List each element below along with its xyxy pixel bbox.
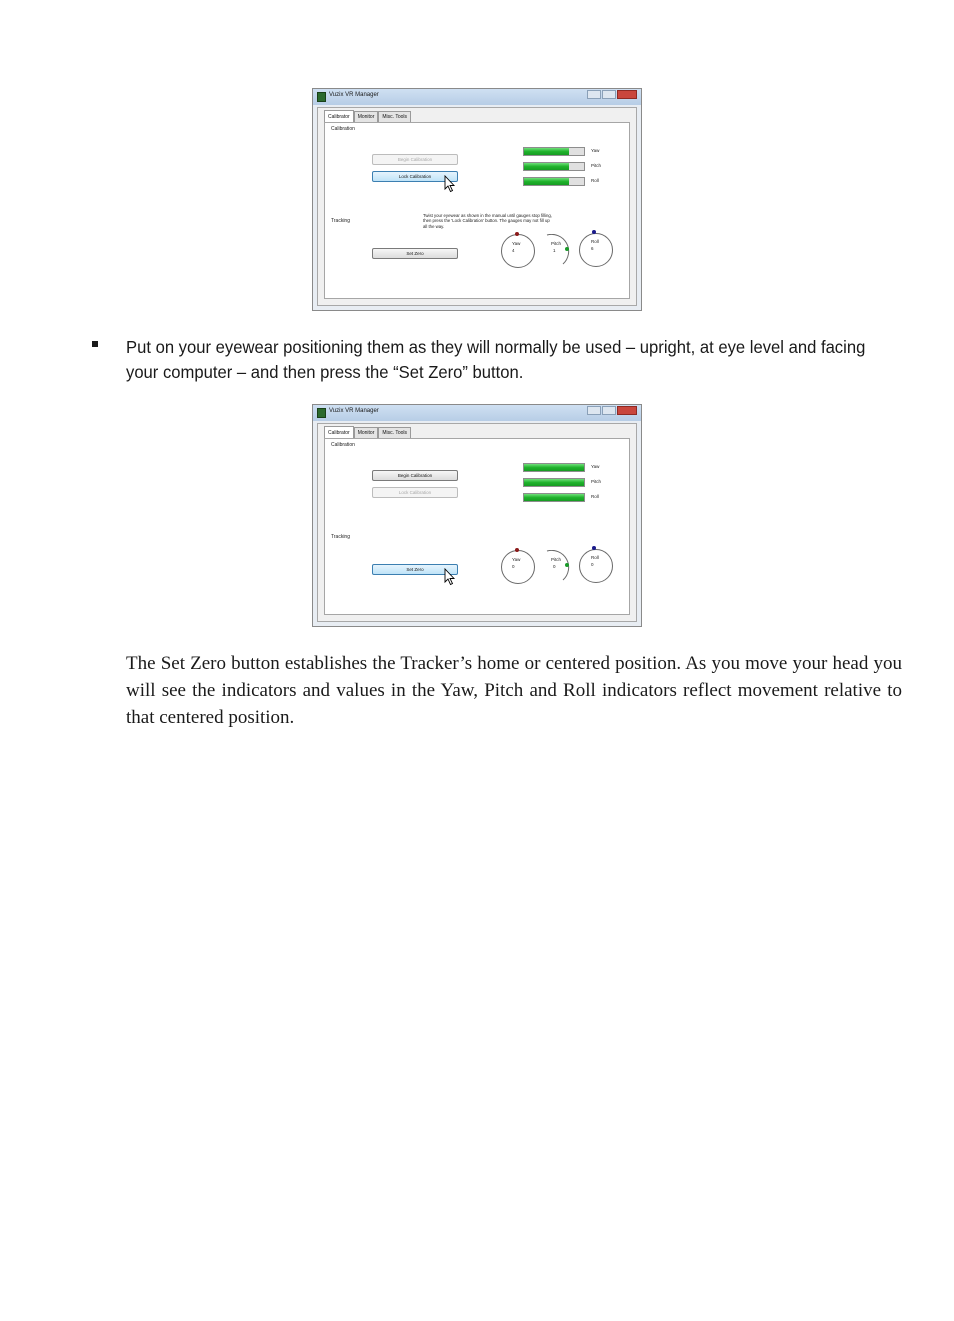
app-icon — [317, 408, 326, 418]
calibration-label: Calibration — [331, 442, 355, 448]
calibration-hint-text: Twist your eyewear as shown in the manual until gauges stop filling, then press the 'Lock Calibration' button. The gauges may not fill up all the way. — [423, 213, 552, 229]
yaw-gauge — [523, 463, 585, 472]
begin-calibration-button[interactable]: Begin Calibration — [372, 470, 458, 481]
minimize-button[interactable] — [587, 90, 601, 99]
yaw-dial — [501, 550, 535, 584]
mouse-cursor-icon — [444, 568, 456, 586]
screenshot-calibrating — [312, 88, 642, 311]
window-title: Vuzix VR Manager — [329, 92, 379, 98]
tracking-label: Tracking — [331, 218, 350, 224]
pitch-gauge — [523, 478, 585, 487]
roll-indicator-dot — [592, 230, 596, 234]
yaw-indicator-dot — [515, 548, 519, 552]
calibrator-panel — [324, 438, 630, 615]
roll-gauge — [523, 177, 585, 186]
pitch-indicator-dot — [565, 247, 569, 251]
roll-gauge-label: Roll — [591, 178, 599, 183]
yaw-dial-label: Yaw — [512, 241, 521, 246]
calibration-label: Calibration — [331, 126, 355, 132]
tab-bar — [324, 427, 411, 438]
window-titlebar — [313, 405, 641, 421]
tracking-label: Tracking — [331, 534, 350, 540]
set-zero-button[interactable]: Set Zero — [372, 248, 458, 259]
tab-calibrator[interactable]: Calibrator — [324, 110, 354, 122]
pitch-dial-value: 0 — [553, 564, 556, 569]
lock-calibration-button[interactable]: Lock Calibration — [372, 171, 458, 182]
tab-misc-tools[interactable]: Misc. Tools — [378, 111, 411, 122]
roll-gauge — [523, 493, 585, 502]
screenshot-set-zero — [312, 404, 642, 627]
pitch-gauge-label: Pitch — [591, 163, 602, 168]
mouse-cursor-icon — [444, 175, 456, 193]
pitch-gauge — [523, 162, 585, 171]
yaw-indicator-dot — [515, 232, 519, 236]
window-client — [317, 423, 637, 622]
maximize-button[interactable] — [602, 406, 616, 415]
roll-indicator-dot — [592, 546, 596, 550]
bullet-text: Put on your eyewear positioning them as they will normally be used – upright, at eye level and facing your computer – and then press the “Set Zero” button. — [126, 337, 866, 382]
set-zero-button[interactable]: Set Zero — [372, 564, 458, 575]
pitch-dial-arc-icon — [545, 550, 575, 584]
maximize-button[interactable] — [602, 90, 616, 99]
pitch-indicator-dot — [565, 563, 569, 567]
minimize-button[interactable] — [587, 406, 601, 415]
window-titlebar — [313, 89, 641, 105]
roll-dial-label: Roll — [591, 239, 599, 244]
tab-bar — [324, 111, 411, 122]
pitch-dial-value: 1 — [553, 248, 556, 253]
pitch-dial-arc-icon — [545, 234, 575, 268]
app-icon — [317, 92, 326, 102]
yaw-dial-value: 4 — [512, 248, 515, 253]
begin-calibration-button[interactable]: Begin Calibration — [372, 154, 458, 165]
tab-calibrator[interactable]: Calibrator — [324, 426, 354, 438]
yaw-gauge-label: Yaw — [591, 464, 600, 469]
roll-dial-value: 6 — [591, 246, 594, 251]
lock-calibration-button[interactable]: Lock Calibration — [372, 487, 458, 498]
yaw-gauge-label: Yaw — [591, 148, 600, 153]
yaw-dial-label: Yaw — [512, 557, 521, 562]
close-button[interactable] — [617, 90, 637, 99]
pitch-dial-label: Pitch — [551, 241, 562, 246]
body-paragraph: The Set Zero button establishes the Tracker’s home or centered position. As you move your head you will see the indicators and values in the Yaw, Pitch and Roll indicators reflect movement relative to that centered position. — [126, 653, 902, 728]
close-button[interactable] — [617, 406, 637, 415]
calibrator-panel — [324, 122, 630, 299]
pitch-dial-label: Pitch — [551, 557, 562, 562]
window-client — [317, 107, 637, 306]
pitch-gauge-label: Pitch — [591, 479, 602, 484]
yaw-dial-value: 0 — [512, 564, 515, 569]
yaw-gauge — [523, 147, 585, 156]
tab-monitor[interactable]: Monitor — [354, 111, 379, 122]
yaw-dial — [501, 234, 535, 268]
bullet-marker — [92, 341, 98, 347]
roll-gauge-label: Roll — [591, 494, 599, 499]
roll-dial-value: 0 — [591, 562, 594, 567]
tab-monitor[interactable]: Monitor — [354, 427, 379, 438]
tab-misc-tools[interactable]: Misc. Tools — [378, 427, 411, 438]
roll-dial-label: Roll — [591, 555, 599, 560]
window-title: Vuzix VR Manager — [329, 408, 379, 414]
